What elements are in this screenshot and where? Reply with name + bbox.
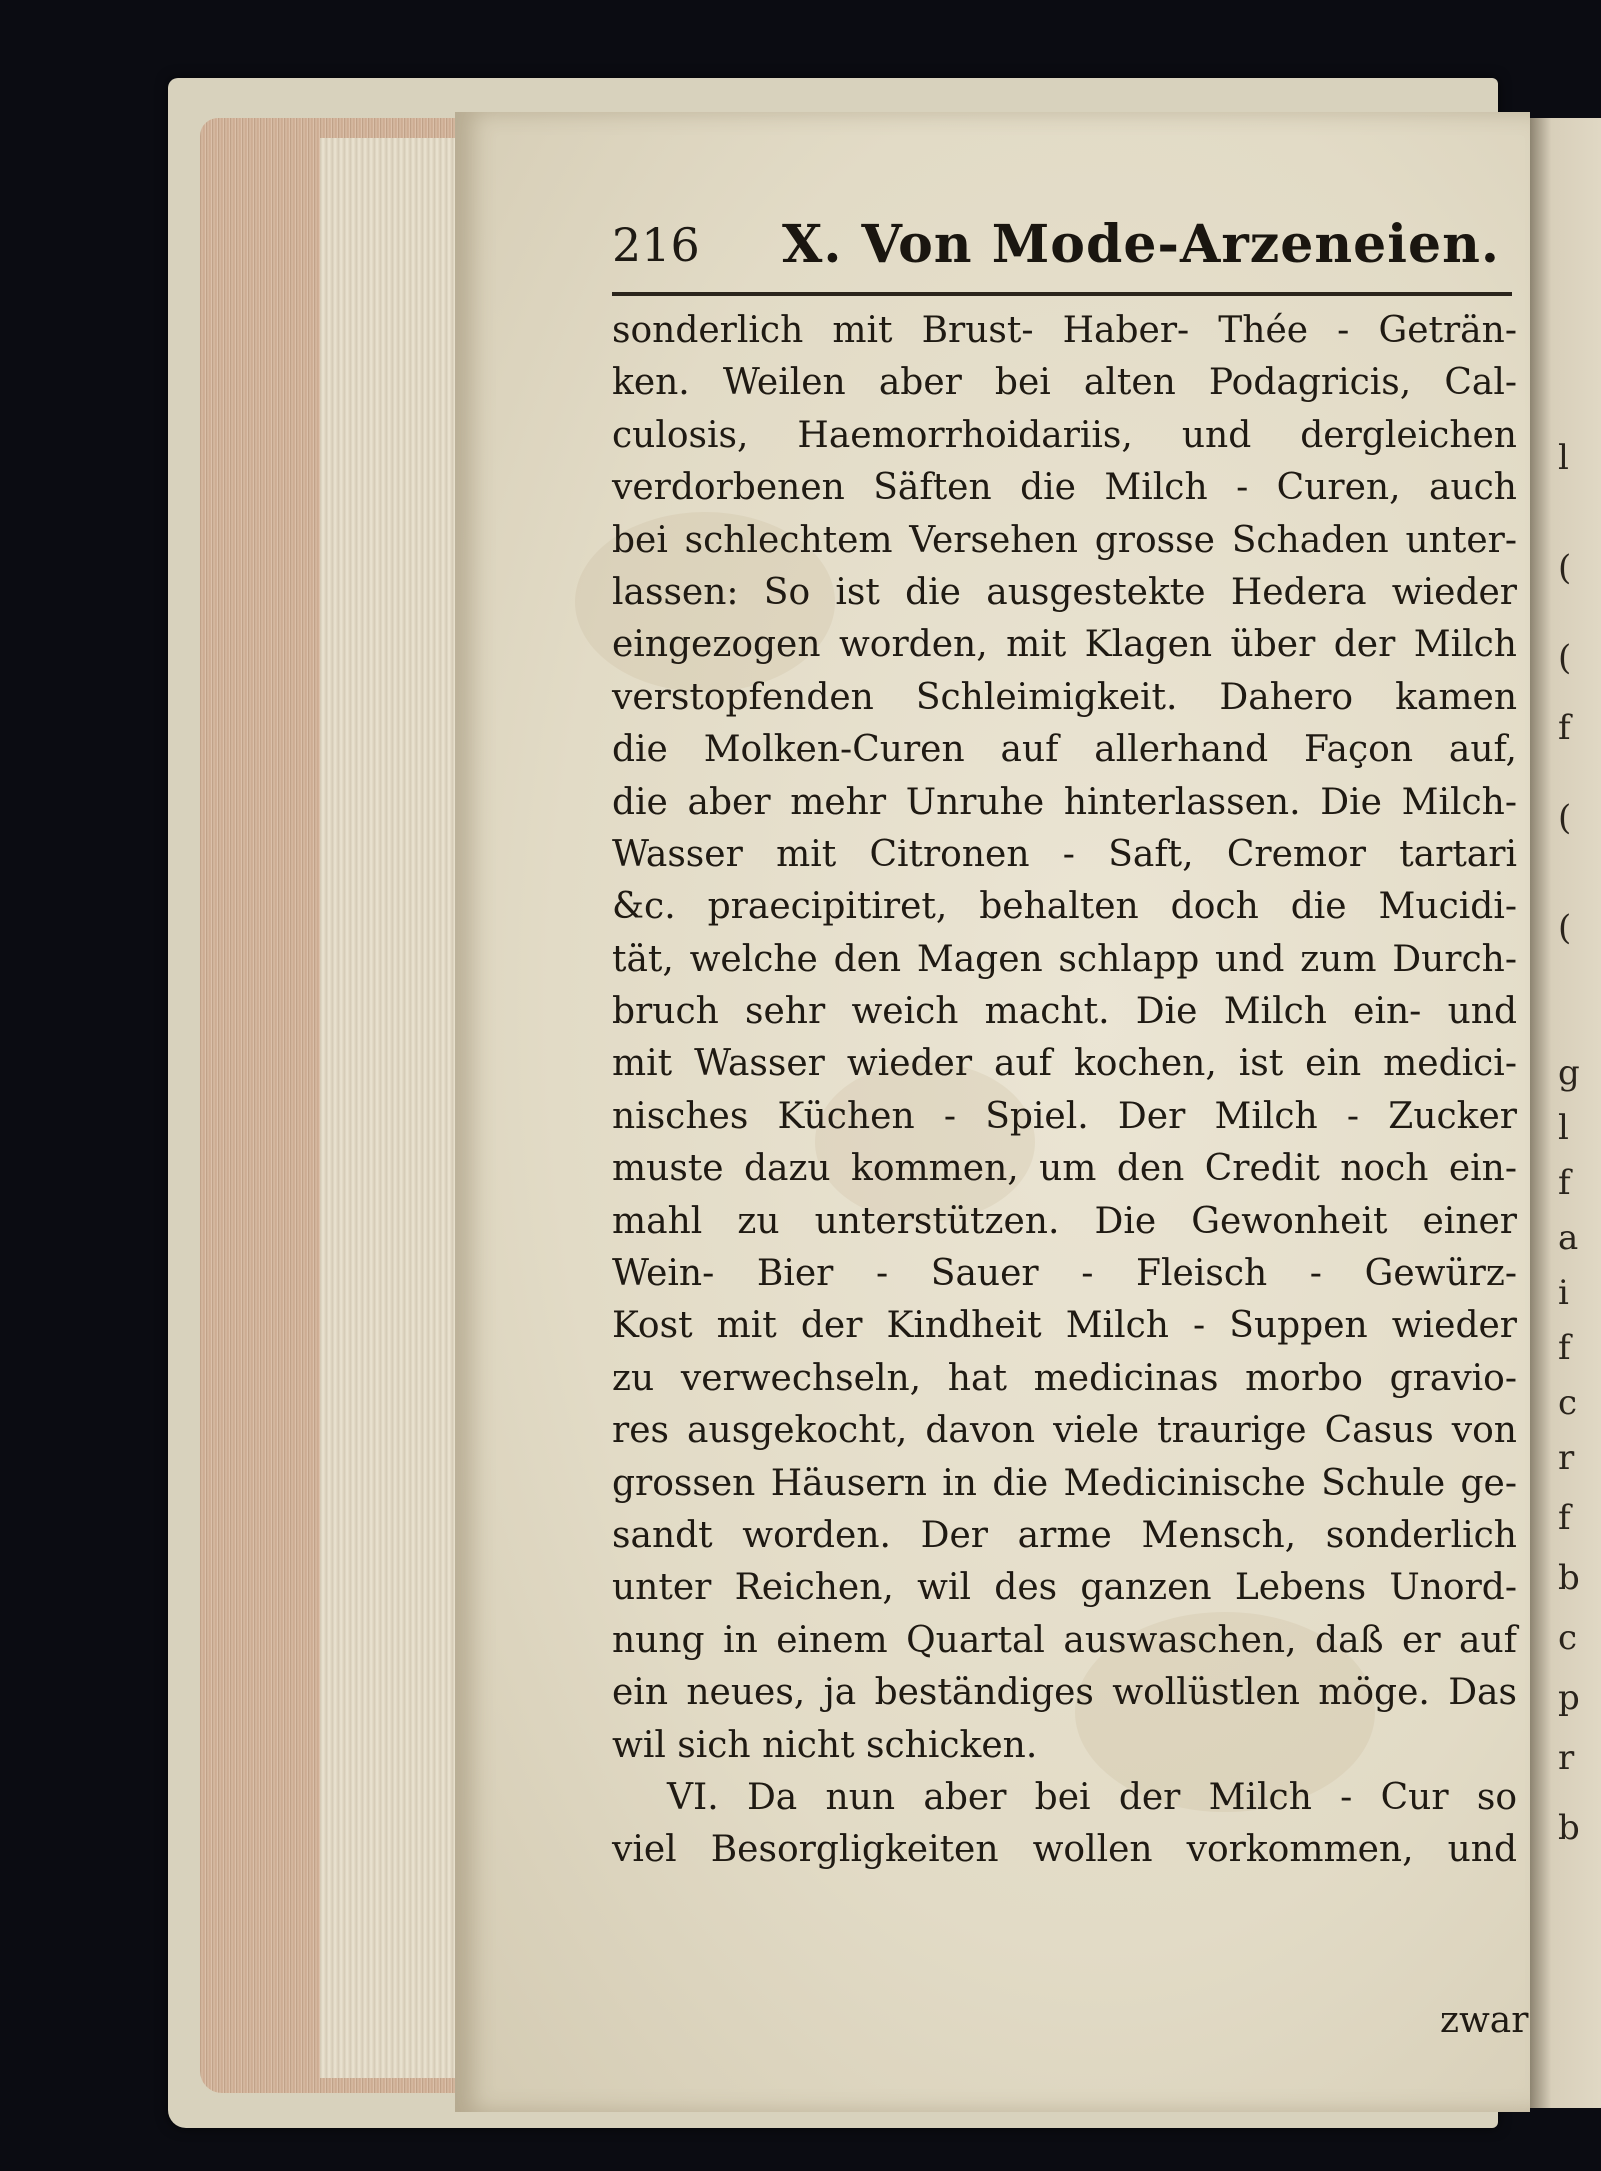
facing-page-fragment: i: [1558, 1273, 1569, 1313]
facing-page-fragment: f: [1558, 1163, 1571, 1203]
text-line: grossen Häusern in die Medicinische Schule ge-: [612, 1462, 1517, 1504]
facing-page-fragment: p: [1558, 1678, 1580, 1718]
text-line: nung in einem Quartal auswaschen, daß er auf: [612, 1619, 1517, 1661]
facing-page-edge: [1530, 118, 1601, 2108]
text-line: Wasser mit Citronen - Saft, Cremor tartari: [612, 833, 1517, 875]
facing-page-fragment: l: [1558, 1108, 1569, 1148]
text-line: sonderlich mit Brust- Haber- Thée - Geträn-: [612, 310, 1517, 351]
text-line: culosis, Haemorrhoidariis, und dergleichen: [612, 414, 1517, 456]
running-title: X. Von Mode-Arzeneien.: [782, 214, 1500, 275]
facing-page-fragment: r: [1558, 1738, 1575, 1778]
facing-page-fragment: a: [1558, 1218, 1579, 1258]
page-number: 216: [612, 218, 700, 272]
facing-page-fragment: (: [1558, 798, 1572, 838]
text-line: muste dazu kommen, um den Credit noch ein-: [612, 1148, 1517, 1190]
text-line: &c. praecipitiret, behalten doch die Mucidi-: [612, 886, 1517, 928]
facing-page-fragment: c: [1558, 1618, 1578, 1658]
facing-page-fragment: r: [1558, 1438, 1575, 1478]
text-line: unter Reichen, wil des ganzen Lebens Unord-: [612, 1567, 1517, 1609]
body-text: [612, 305, 1517, 1877]
header-rule: [612, 292, 1512, 296]
facing-page-fragment: f: [1558, 1498, 1571, 1538]
facing-page-fragment: (: [1558, 908, 1572, 948]
text-line: bruch sehr weich macht. Die Milch ein- und: [612, 991, 1517, 1033]
text-line: lassen: So ist die ausgestekte Hedera wieder: [612, 571, 1517, 613]
text-line: mahl zu unterstützen. Die Gewonheit einer: [612, 1200, 1517, 1242]
text-line: eingezogen worden, mit Klagen über der Milch: [612, 624, 1517, 666]
facing-page-fragment: f: [1558, 1328, 1571, 1368]
facing-page-fragment: b: [1558, 1558, 1580, 1598]
text-line: die aber mehr Unruhe hinterlassen. Die Milch-: [612, 781, 1517, 823]
text-line: die Molken-Curen auf allerhand Façon auf,: [612, 729, 1517, 771]
facing-page-fragment: (: [1558, 638, 1572, 678]
facing-page-fragment: f: [1558, 708, 1571, 748]
text-line: Wein- Bier - Sauer - Fleisch - Gewürz-: [612, 1253, 1517, 1295]
facing-page-fragment: b: [1558, 1808, 1580, 1848]
facing-page-fragment: c: [1558, 1383, 1578, 1423]
text-line: verdorbenen Säften die Milch - Curen, auch: [612, 467, 1517, 509]
facing-page-fragment: l: [1558, 438, 1569, 478]
text-line: Kost mit der Kindheit Milch - Suppen wieder: [612, 1305, 1517, 1347]
text-line: verstopfenden Schleimigkeit. Dahero kamen: [612, 676, 1517, 718]
catchword: zwar: [1440, 2000, 1529, 2041]
text-line: bei schlechtem Versehen grosse Schaden unter-: [612, 519, 1517, 561]
text-line: ein neues, ja beständiges wollüstlen möge. Das: [612, 1672, 1517, 1714]
text-line: mit Wasser wieder auf kochen, ist ein medici-: [612, 1043, 1517, 1085]
text-line: sandt worden. Der arme Mensch, sonderlich: [612, 1514, 1517, 1556]
page-header: [612, 214, 1512, 288]
text-line: wil sich nicht schicken.: [612, 1724, 1038, 1766]
text-line: zu verwechseln, hat medicinas morbo gravio-: [612, 1357, 1517, 1399]
text-line: tät, welche den Magen schlapp und zum Durch-: [612, 938, 1517, 980]
facing-page-fragment: (: [1558, 548, 1572, 588]
text-line: viel Besorgligkeiten wollen vorkommen, und: [612, 1829, 1517, 1871]
page-edges-inner: [320, 138, 470, 2078]
section-start-line: VI. Da nun aber bei der Milch - Cur so: [667, 1776, 1517, 1818]
text-line: ken. Weilen aber bei alten Podagricis, Cal-: [612, 362, 1517, 404]
text-line: res ausgekocht, davon viele traurige Casus von: [612, 1410, 1517, 1452]
facing-page-fragment: g: [1558, 1053, 1580, 1093]
text-line: nisches Küchen - Spiel. Der Milch - Zucker: [612, 1095, 1517, 1137]
